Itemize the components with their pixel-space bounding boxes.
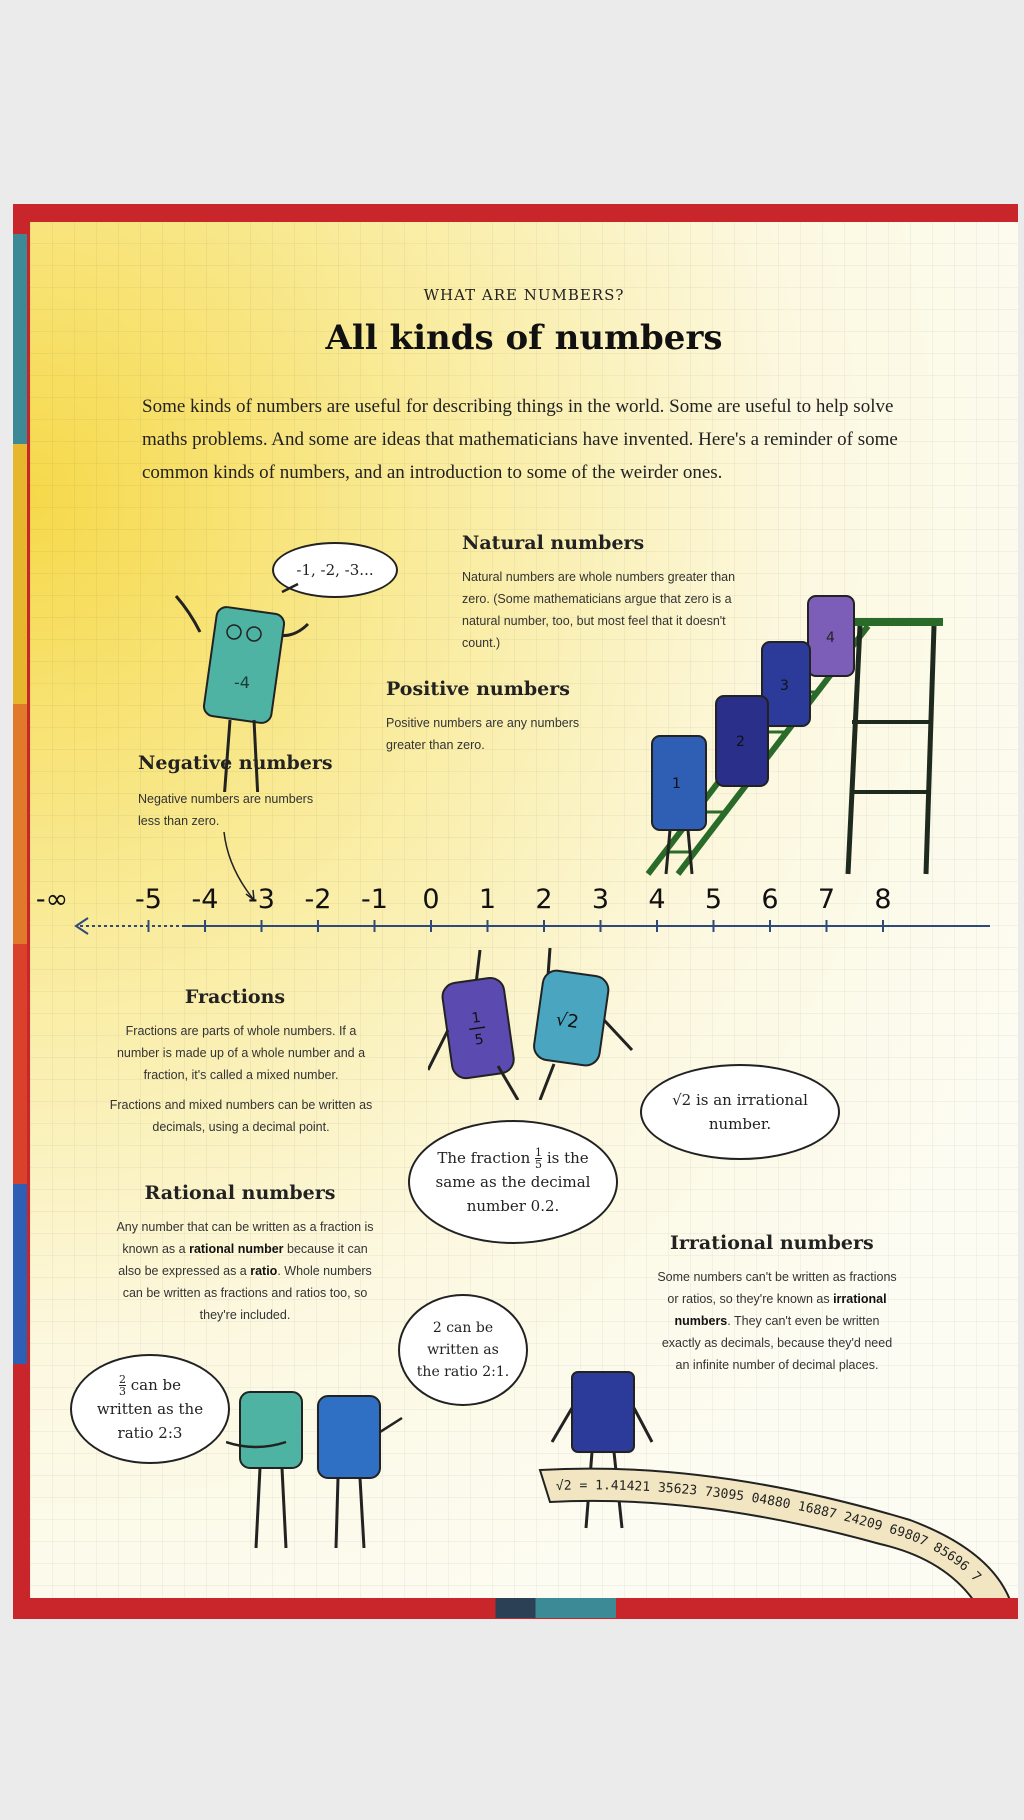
one-fifth-character — [441, 976, 516, 1080]
fraction-bubble-post: is the same as the decimal number 0.2. — [435, 1148, 591, 1216]
negative-bubble-text: -1, -2, -3... — [296, 561, 374, 579]
negative-heading: Negative numbers — [138, 752, 333, 774]
rational-term-ratio: ratio — [250, 1264, 278, 1278]
stairs-char-label-1: 1 — [672, 776, 681, 792]
irrational-term: irrational numbers — [674, 1292, 887, 1328]
sqrt2-digits: √2 = 1.41421 35623 73095 04880 16887 24209 69807 85696 7 — [555, 1478, 984, 1586]
rational-characters — [226, 1382, 456, 1562]
irrational-bubble-text: √2 is an irrational number. — [672, 1091, 808, 1133]
number-line-label-1: -5 — [135, 884, 162, 915]
rational-heading: Rational numbers — [144, 1182, 336, 1204]
rational-text — [110, 1216, 380, 1326]
stairs-illustration — [608, 582, 978, 882]
positive-text: Positive numbers are any numbers greater than zero. — [386, 716, 580, 752]
rational-text-c: . Whole numbers can be written as fractions and ratios too, so they're included. — [122, 1264, 372, 1322]
fraction-speech-bubble — [408, 1120, 618, 1244]
irrational-text-b: . They can't even be written exactly as decimals, because they'd need an infinite number of decimal places. — [661, 1314, 893, 1372]
page-title: All kinds of numbers — [325, 318, 723, 358]
number-line-label-13: 7 — [817, 884, 836, 915]
one-fifth-denominator: 5 — [473, 1031, 485, 1049]
number-line-label-14: 8 — [874, 884, 892, 915]
rational-text-b: because it can also be expressed as a — [118, 1242, 368, 1278]
spine-stripes — [13, 204, 27, 1619]
number-line-label-9: 3 — [591, 884, 610, 915]
fractions-text-1: Fractions are parts of whole numbers. If a number is made up of a whole number and a fraction, it's called a mixed number. — [116, 1024, 366, 1082]
sqrt2-scroll-banner — [530, 1450, 1018, 1599]
negative-text: Negative numbers are numbers less than zero. — [138, 792, 314, 828]
one-fifth-numerator: 1 — [470, 1009, 482, 1027]
bubble-fraction-den: 5 — [535, 1158, 543, 1172]
bubble-fraction-num: 1 — [535, 1146, 543, 1160]
number-line-label-8: 2 — [535, 884, 553, 915]
two-ratio-bubble-text: 2 can be written as the ratio 2:1. — [416, 1320, 510, 1380]
number-line-label-7: 1 — [478, 884, 497, 915]
irrational-speech-bubble — [640, 1064, 840, 1160]
stairs-char-label-4: 4 — [826, 630, 835, 646]
two-character — [318, 1396, 402, 1548]
root-two-character — [532, 969, 610, 1067]
stairs-character-4 — [808, 596, 854, 676]
number-line-label-10: 4 — [648, 884, 666, 915]
natural-heading: Natural numbers — [462, 532, 645, 554]
stairs-char-label-2: 2 — [736, 734, 745, 750]
number-line-label-4: -2 — [304, 884, 332, 915]
stairs-char-label-3: 3 — [780, 678, 789, 694]
two-thirds-character — [226, 1392, 302, 1548]
two-thirds-bubble-text: can be written as the ratio 2:3 — [96, 1375, 204, 1443]
rational-term-rational-number: rational number — [189, 1242, 284, 1256]
irrational-text — [654, 1266, 900, 1376]
section-kicker: WHAT ARE NUMBERS? — [423, 286, 625, 304]
book-page — [30, 222, 1018, 1599]
negative-character-label: -4 — [234, 673, 250, 692]
stairs-character-3 — [762, 642, 810, 726]
number-line-label-3: -3 — [248, 884, 275, 915]
rational-text-a: Any number that can be written as a fraction is known as a — [116, 1220, 374, 1256]
number-line-label-2: -4 — [191, 884, 219, 915]
fraction-characters — [428, 940, 648, 1100]
number-line-label-0: -∞ — [35, 884, 69, 915]
fractions-heading: Fractions — [184, 986, 286, 1008]
number-line-label-5: -1 — [361, 884, 388, 915]
number-line-label-12: 6 — [761, 884, 779, 915]
bottom-spine-bar — [13, 1598, 1018, 1618]
natural-text: Natural numbers are whole numbers greater than zero. (Some mathematicians argue that zero is a natural number, too, but most feel that it doesn't count.) — [462, 570, 736, 650]
two-thirds-speech-bubble — [70, 1354, 230, 1464]
fractions-text-2: Fractions and mixed numbers can be written as decimals, using a decimal point. — [109, 1098, 373, 1134]
fraction-bubble-pre: The fraction — [437, 1148, 531, 1167]
two-thirds-num: 2 — [118, 1373, 126, 1387]
intro-paragraph: Some kinds of numbers are useful for describing things in the world. Some are useful to help solve maths problems. And some are ideas that mathematicians have invented. Here's a reminder of some common kinds of numbers, and an introduction to some of the weirder ones. — [142, 396, 898, 483]
positive-heading: Positive numbers — [386, 678, 570, 700]
root-two-label: √2 — [554, 1009, 581, 1034]
number-line-label-6: 0 — [422, 884, 440, 915]
stairs-character-2 — [716, 696, 768, 786]
irrational-text-a: Some numbers can't be written as fractions or ratios, so they're known as — [657, 1270, 897, 1306]
two-thirds-den: 3 — [118, 1385, 126, 1399]
number-line-label-11: 5 — [704, 884, 723, 915]
irrational-heading: Irrational numbers — [670, 1232, 874, 1254]
